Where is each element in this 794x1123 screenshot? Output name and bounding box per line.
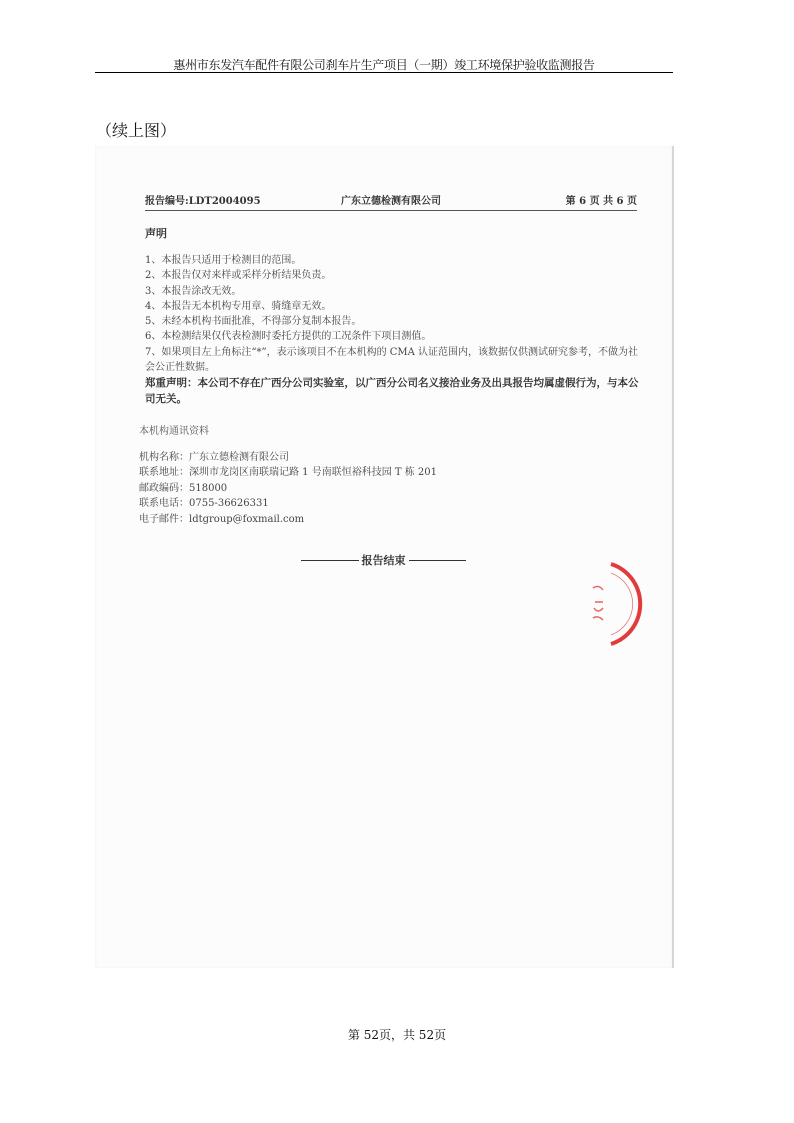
statement-item: 6、本检测结果仅代表检测时委托方提供的工况条件下项目测值。: [145, 331, 432, 343]
statement-list: [145, 253, 640, 375]
report-end-text: 报告结束: [361, 554, 406, 567]
contact-item: 邮政编码：518000: [139, 482, 228, 494]
statement-item: 1、本报告只适用于检测目的范围。: [145, 255, 302, 266]
contact-item: 联系地址：深圳市龙岗区南联瑞记路 1 号南联恒裕科技园 T 栋 201: [139, 467, 438, 479]
contact-item: 电子邮件：ldtgroup@foxmail.com: [139, 513, 305, 525]
lab-name: 广东立德检测有限公司: [341, 196, 441, 207]
scan-header: [145, 194, 637, 211]
scanned-page: [95, 146, 674, 968]
running-header: [95, 59, 673, 73]
solemn-notice: 郑重声明：本公司不存在广西分公司实验室，以广西分公司名义接洽业务及出具报告均属虚假行为，与本公司无关。: [145, 377, 639, 405]
contact-item: 机构名称：广东立德检测有限公司: [139, 452, 289, 463]
page-footer: [0, 1026, 794, 1043]
page-number: 第 52页，共 52页: [347, 1028, 447, 1042]
end-dash-right: [409, 560, 467, 561]
statement-title: 声明: [145, 227, 167, 240]
scan-page-info: 第 6 页 共 6 页: [565, 196, 637, 207]
contact-title: 本机构通讯资料: [139, 426, 209, 437]
continued-label: （续上图）: [96, 121, 177, 140]
contact-list: [139, 450, 437, 527]
statement-item: 5、未经本机构书面批准，不得部分复制本报告。: [145, 316, 362, 328]
report-title: 惠州市东发汽车配件有限公司刹车片生产项目（一期）竣工环境保护验收监测报告: [173, 59, 595, 72]
contact-item: 联系电话：0755-36626331: [139, 498, 269, 510]
report-number: 报告编号:LDT2004095: [145, 196, 261, 207]
statement-item: 2、本报告仅对来样或采样分析结果负责。: [145, 270, 332, 282]
statement-item: 4、本报告无本机构专用章、骑缝章无效。: [145, 300, 332, 312]
statement-item: 3、本报告涂改无效。: [145, 285, 242, 297]
seal-stamp-icon: [585, 558, 645, 650]
end-dash-left: [301, 560, 359, 561]
report-end-marker: [301, 552, 466, 568]
statement-item: 7、如果项目左上角标注“*”，表示该项目不在本机构的 CMA 认证范围内，该数据仅供测试研究参考，不做为社会公正性数据。: [145, 346, 639, 374]
